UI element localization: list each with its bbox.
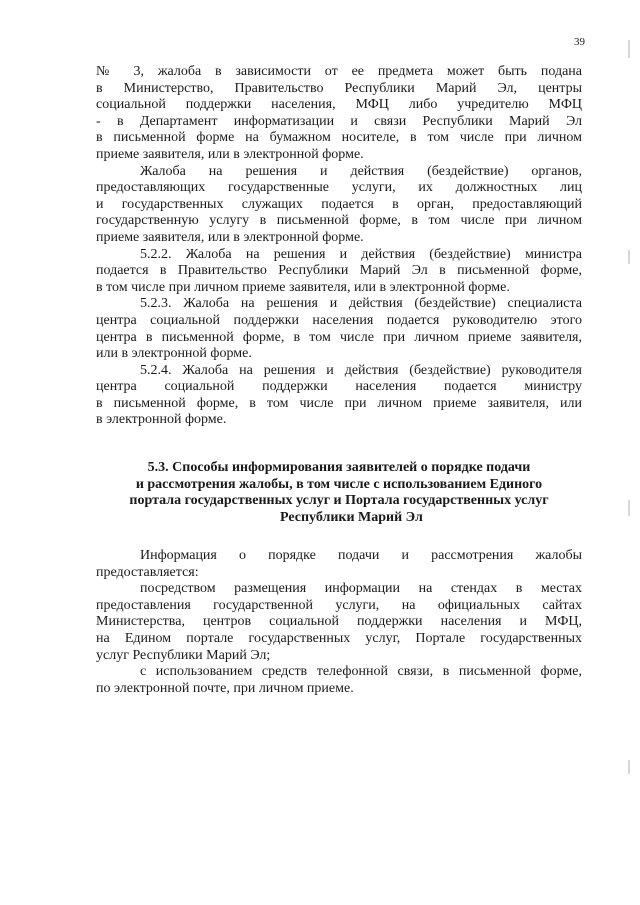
- paragraph-6-line: предоставляется:: [96, 564, 199, 580]
- section-heading-line: 5.3. Способы информирования заявителей о порядке подачи: [147, 460, 531, 475]
- paragraph-1-line: в Министерство, Правительство Республики Марий Эл, центры: [96, 80, 582, 96]
- scan-edge-mark: [628, 250, 630, 264]
- paragraph-5-line: 5.2.4. Жалоба на решения и действия (бездействие) руководителя: [140, 362, 582, 378]
- paragraph-8-line: по электронной почте, при личном приеме.: [96, 680, 354, 696]
- scan-edge-mark: [628, 40, 630, 58]
- page-number: 39: [574, 36, 585, 48]
- paragraph-7-line: Министерства, центров социальной поддержки населения и МФЦ,: [96, 614, 582, 630]
- paragraph-5-line: центра социальной поддержки населения подается министру: [96, 379, 582, 395]
- paragraph-4-line: центра в письменной форме, в том числе при личном приеме заявителя,: [96, 329, 582, 345]
- section-heading-line: портала государственных услуг и Портала государственных услуг: [129, 493, 549, 509]
- paragraph-1-line: в письменной форме на бумажном носителе, в том числе при личном: [96, 130, 582, 146]
- paragraph-1-line: приеме заявителя, или в электронной форме.: [96, 146, 364, 162]
- paragraph-4-line: центра социальной поддержки населения подается руководителю этого: [96, 312, 582, 328]
- paragraph-8-line: с использованием средств телефонной связи, в письменной форме,: [140, 664, 582, 680]
- paragraph-1-line: - в Департамент информатизации и связи Республики Марий Эл: [96, 113, 582, 129]
- paragraph-2-line: Жалоба на решения и действия (бездействие) органов,: [140, 163, 582, 179]
- paragraph-7-line: на Едином портале государственных услуг, Портале государственных: [96, 630, 582, 646]
- paragraph-3-line: 5.2.2. Жалоба на решения и действия (бездействие) министра: [140, 246, 582, 262]
- section-heading: [96, 460, 582, 526]
- scan-edge-mark: [628, 500, 630, 516]
- paragraph-5-line: в письменной форме, в том числе при личном приеме заявителя, или: [96, 395, 582, 411]
- paragraph-4-line: 5.2.3. Жалоба на решения и действия (бездействие) специалиста: [140, 296, 582, 312]
- paragraph-5-line: в электронной форме.: [96, 412, 227, 428]
- section-heading-line: Республики Марий Эл: [280, 509, 423, 525]
- body-text-top: [96, 64, 582, 429]
- paragraph-2-line: приеме заявителя, или в электронной форме.: [96, 229, 364, 245]
- paragraph-3-line: в том числе при личном приеме заявителя, или в электронной форме.: [96, 279, 510, 295]
- paragraph-2-line: государственную услугу в письменной форме, в том числе при личном: [96, 213, 582, 229]
- paragraph-3-line: подается в Правительство Республики Марий Эл в письменной форме,: [96, 263, 582, 279]
- paragraph-6-line: Информация о порядке подачи и рассмотрения жалобы: [140, 548, 582, 563]
- body-text-bottom: [96, 548, 582, 697]
- paragraph-2-line: и государственных служащих подается в орган, предоставляющий: [96, 196, 582, 212]
- paragraph-1-line: № 3, жалоба в зависимости от ее предмета может быть подана: [96, 64, 582, 79]
- paragraph-7-line: посредством размещения информации на стендах в местах: [140, 581, 582, 597]
- paragraph-7-line: услуг Республики Марий Эл;: [96, 647, 271, 663]
- paragraph-1-line: социальной поддержки населения, МФЦ либо учредителю МФЦ: [96, 97, 582, 113]
- paragraph-7-line: предоставления государственной услуги, на официальных сайтах: [96, 597, 582, 613]
- scan-edge-mark: [628, 760, 630, 774]
- paragraph-4-line: или в электронной форме.: [96, 346, 252, 362]
- section-heading-line: и рассмотрения жалобы, в том числе с использованием Единого: [135, 476, 543, 492]
- paragraph-2-line: предоставляющих государственные услуги, их должностных лиц: [96, 180, 582, 196]
